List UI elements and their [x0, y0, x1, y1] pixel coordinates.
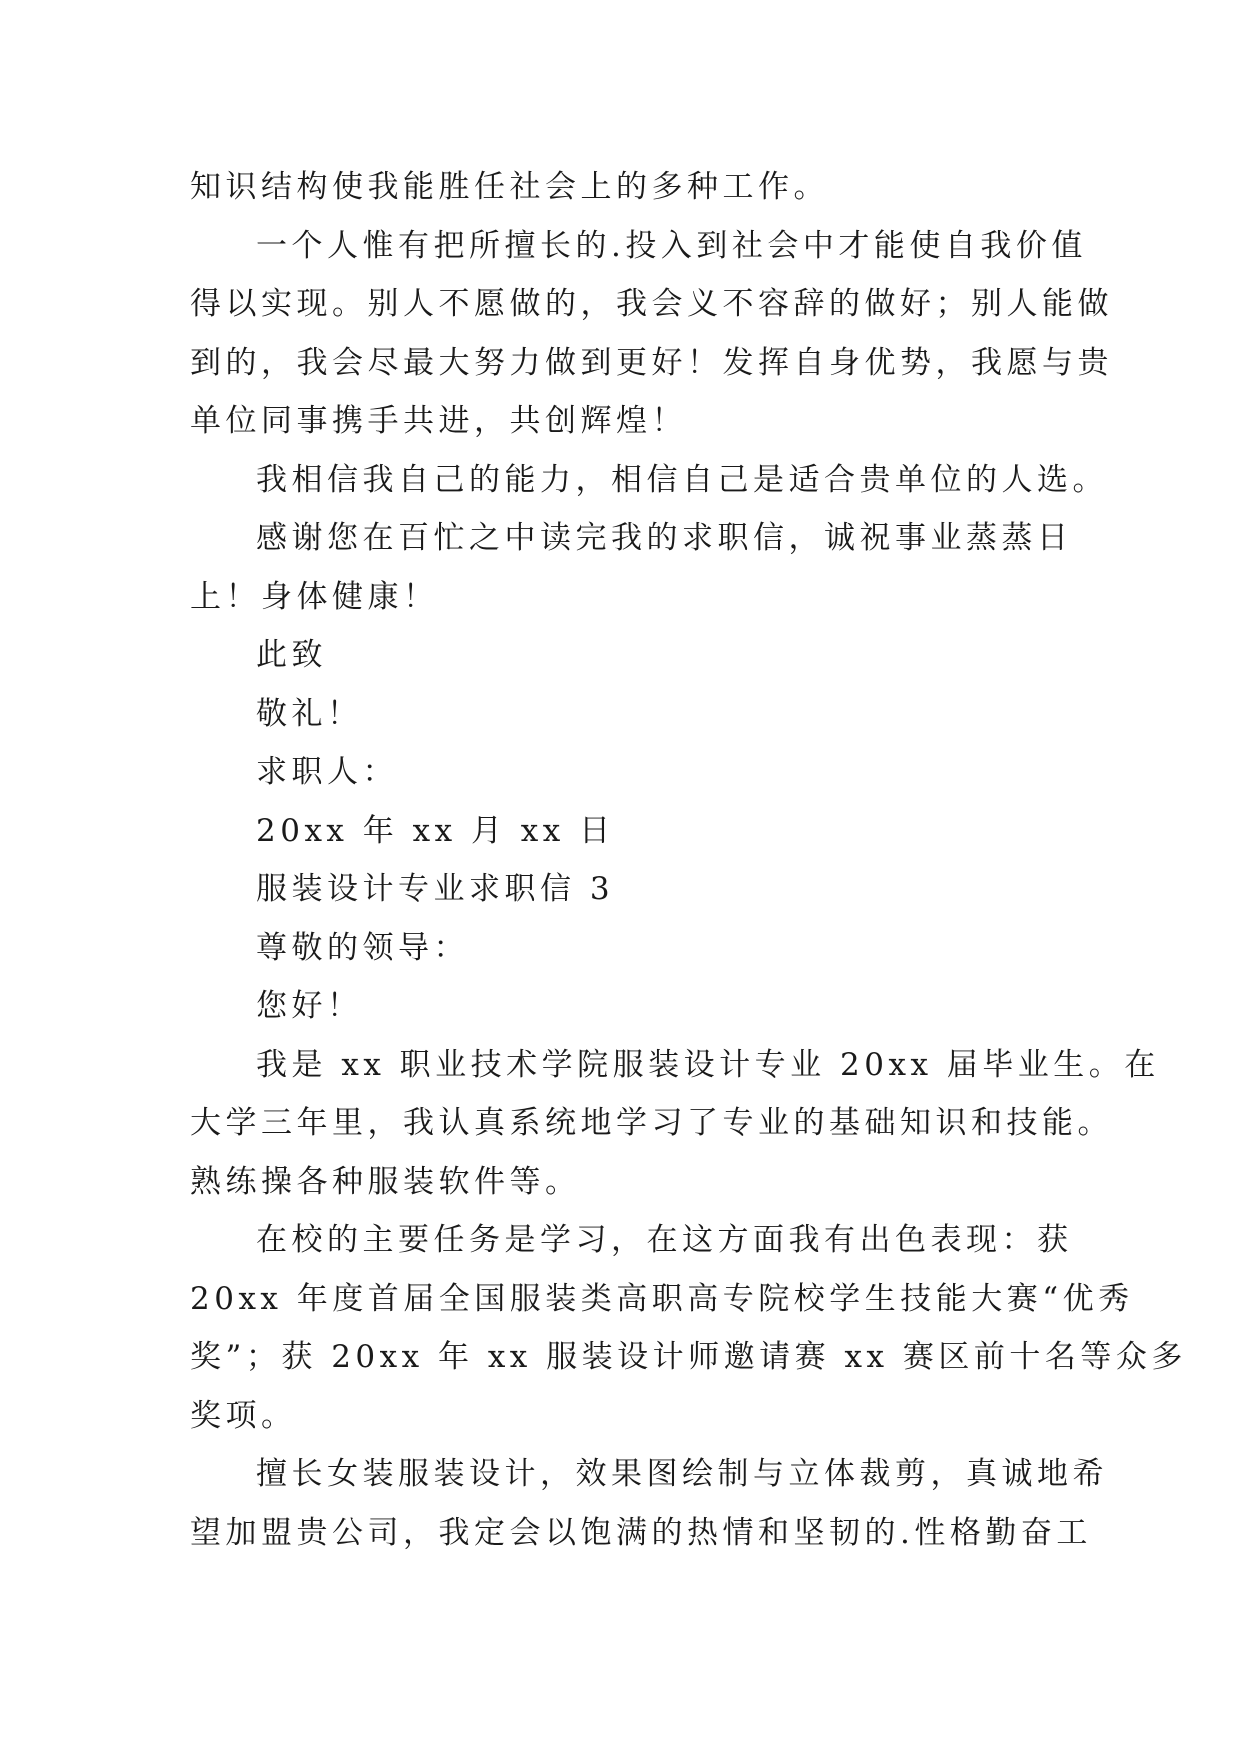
text-line: 20xx 年度首届全国服装类高职高专院校学生技能大赛“优秀 [190, 1280, 1134, 1317]
text-line: 奖项。 [190, 1397, 297, 1434]
text-line: 到的，我会尽最大努力做到更好！发挥自身优势，我愿与贵 [190, 344, 1113, 381]
document-body [190, 158, 1187, 1562]
text-line: 我相信我自己的能力，相信自己是适合贵单位的人选。 [256, 461, 1108, 498]
text-line: 大学三年里，我认真系统地学习了专业的基础知识和技能。 [190, 1105, 1113, 1141]
text-line: 单位同事携手共进，共创辉煌！ [190, 403, 687, 439]
text-line: 望加盟贵公司，我定会以饱满的热情和坚韧的.性格勤奋工 [190, 1514, 1092, 1551]
text-line: 擅长女装服装设计，效果图绘制与立体裁剪，真诚地希 [256, 1456, 1108, 1492]
text-line: 得以实现。别人不愿做的，我会义不容辞的做好；别人能做 [190, 286, 1113, 322]
closing-regards: 敬礼！ [256, 695, 363, 732]
greeting-addressee: 尊敬的领导： [256, 929, 469, 966]
text-line: 感谢您在百忙之中读完我的求职信，诚祝事业蒸蒸日 [256, 520, 1073, 556]
letter-date: 20xx 年 xx 月 xx 日 [256, 812, 615, 849]
greeting: 您好！ [256, 988, 363, 1024]
text-line: 一个人惟有把所擅长的.投入到社会中才能使自我价值 [256, 227, 1087, 264]
text-line: 在校的主要任务是学习，在这方面我有出色表现：获 [256, 1222, 1073, 1258]
text-line: 奖”；获 20xx 年 xx 服装设计师邀请赛 xx 赛区前十名等众多 [190, 1339, 1187, 1375]
text-line: 熟练操各种服装软件等。 [190, 1163, 581, 1200]
text-line: 知识结构使我能胜任社会上的多种工作。 [190, 169, 829, 205]
letter-heading: 服装设计专业求职信 3 [256, 871, 615, 907]
closing-salutation: 此致 [256, 637, 327, 673]
applicant-signature: 求职人： [256, 754, 398, 790]
text-line: 上！身体健康！ [190, 578, 439, 615]
text-line: 我是 xx 职业技术学院服装设计专业 20xx 届毕业生。在 [256, 1046, 1160, 1083]
